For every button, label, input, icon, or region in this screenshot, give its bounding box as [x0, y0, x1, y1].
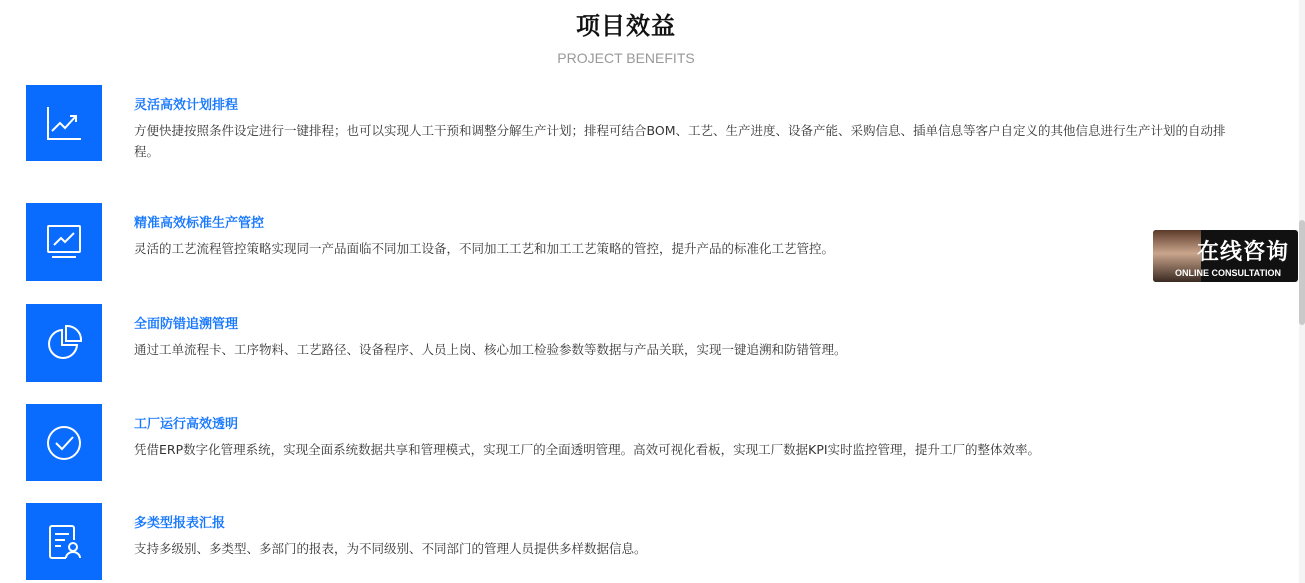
benefit-item-control — [26, 203, 1226, 283]
scrollbar[interactable] — [1299, 0, 1305, 583]
benefit-item-traceability — [26, 304, 1226, 382]
benefit-desc: 凭借ERP数字化管理系统，实现全面系统数据共享和管理模式，实现工厂的全面透明管理。高效可视化看板，实现工厂数据KPI实时监控管理，提升工厂的整体效率。 — [134, 442, 1041, 457]
benefit-item-transparency — [26, 404, 1226, 482]
line-chart-icon — [26, 85, 102, 161]
consultation-label: 在线咨询 — [1197, 240, 1290, 265]
scrollbar-thumb[interactable] — [1299, 220, 1305, 325]
online-consultation-button[interactable] — [1153, 230, 1298, 282]
benefit-title: 工厂运行高效透明 — [134, 417, 239, 432]
consultation-label-en: ONLINE CONSULTATION — [1175, 268, 1281, 278]
benefit-item-reports — [26, 503, 1226, 581]
page-title: 项目效益 — [576, 12, 676, 40]
benefit-title: 精准高效标准生产管控 — [134, 216, 265, 231]
report-user-icon — [26, 503, 102, 580]
page-subtitle: PROJECT BENEFITS — [557, 50, 695, 66]
benefit-desc: 方便快捷按照条件设定进行一键排程；也可以实现人工干预和调整分解生产计划；排程可结合BOM、工艺、生产进度、设备产能、采购信息、插单信息等客户自定义的其他信息进行生产计划的自动排程。 — [134, 123, 1226, 159]
benefit-item-planning — [26, 85, 1226, 185]
monitor-chart-icon — [26, 203, 102, 281]
check-circle-icon — [26, 404, 102, 481]
benefit-title: 灵活高效计划排程 — [134, 98, 239, 113]
pie-chart-icon — [26, 304, 102, 382]
benefit-title: 全面防错追溯管理 — [134, 317, 239, 332]
benefit-desc: 灵活的工艺流程管控策略实现同一产品面临不同加工设备，不同加工工艺和加工工艺策略的管控，提升产品的标准化工艺管控。 — [134, 241, 835, 256]
benefit-desc: 支持多级别、多类型、多部门的报表，为不同级别、不同部门的管理人员提供多样数据信息。 — [134, 541, 647, 556]
benefit-title: 多类型报表汇报 — [134, 516, 226, 531]
benefit-desc: 通过工单流程卡、工序物料、工艺路径、设备程序、人员上岗、核心加工检验参数等数据与产品关联，实现一键追溯和防错管理。 — [134, 342, 847, 357]
